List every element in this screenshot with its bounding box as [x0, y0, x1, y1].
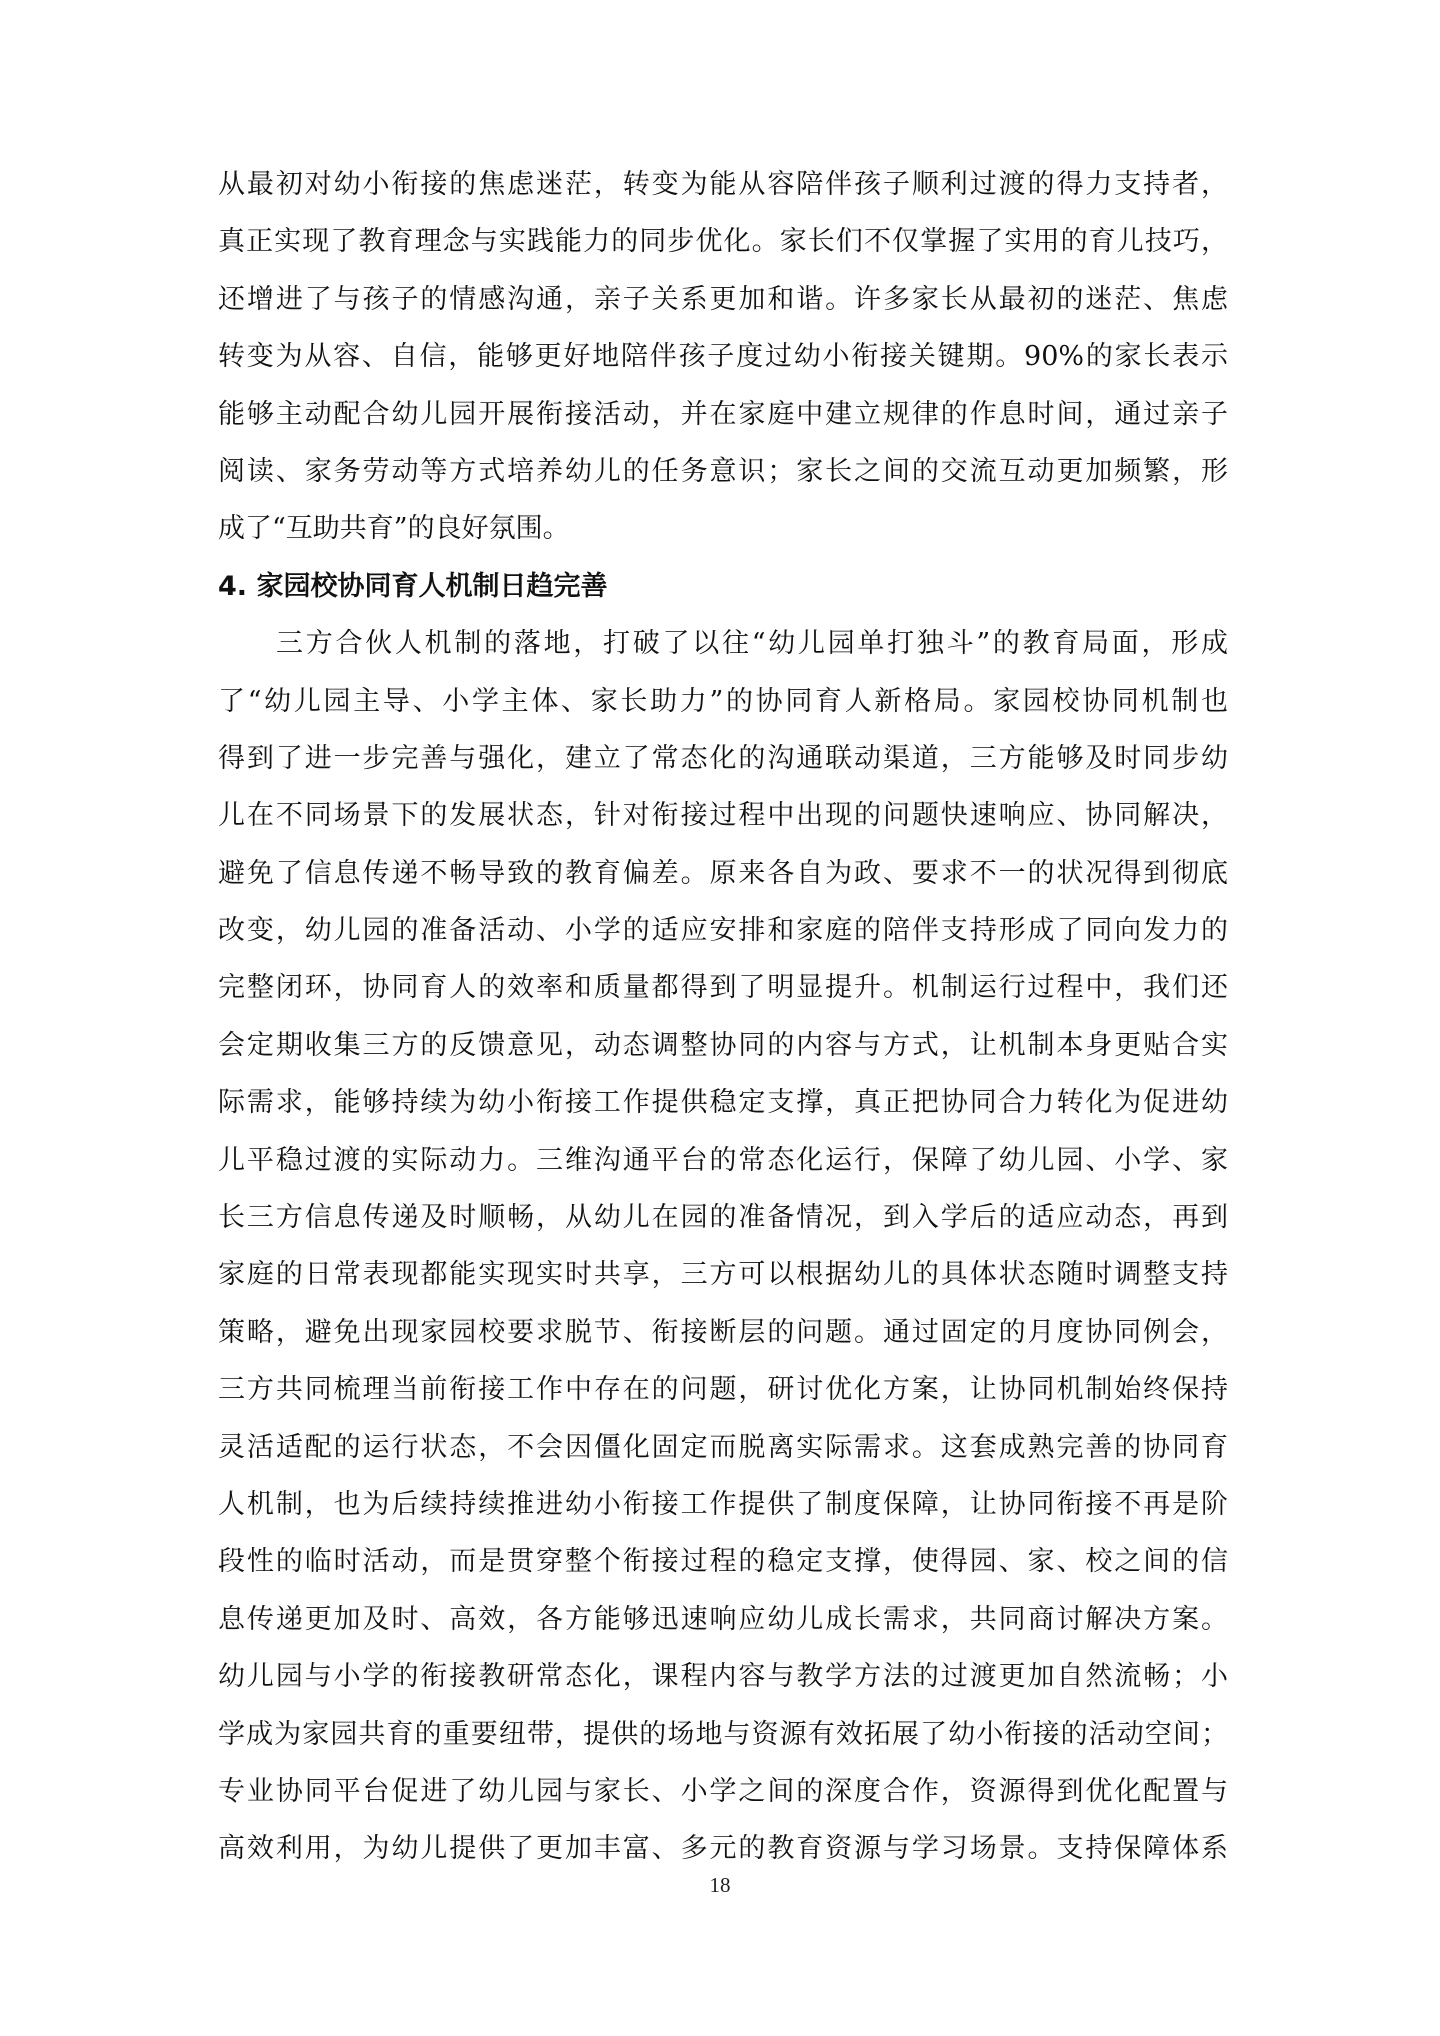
text-line: 成了“互助共育”的良好氛围。 — [218, 513, 570, 545]
page-number: 18 — [709, 1873, 731, 1897]
text-line: 高效利用，为幼儿提供了更加丰富、多元的教育资源与学习场景。支持保障体系 — [218, 1833, 1228, 1865]
text-line: 会定期收集三方的反馈意见，动态调整协同的内容与方式，让机制本身更贴合实 — [218, 1029, 1228, 1061]
text-line: 策略，避免出现家园校要求脱节、衔接断层的问题。通过固定的月度协同例会， — [218, 1316, 1228, 1348]
text-line: 转变为从容、自信，能够更好地陪伴孩子度过幼小衔接关键期。90%的家长表示 — [218, 341, 1228, 373]
text-line: 三方共同梳理当前衔接工作中存在的问题，研讨优化方案，让协同机制始终保持 — [218, 1374, 1228, 1406]
text-line: 学成为家园共育的重要纽带，提供的场地与资源有效拓展了幼小衔接的活动空间； — [218, 1718, 1228, 1750]
text-line: 避免了信息传递不畅导致的教育偏差。原来各自为政、要求不一的状况得到彻底 — [218, 857, 1228, 889]
text-line: 改变，幼儿园的准备活动、小学的适应安排和家庭的陪伴支持形成了同向发力的 — [218, 915, 1228, 947]
text-line: 际需求，能够持续为幼小衔接工作提供稳定支撑，真正把协同合力转化为促进幼 — [218, 1087, 1228, 1119]
text-line: 长三方信息传递及时顺畅，从幼儿在园的准备情况，到入学后的适应动态，再到 — [218, 1202, 1228, 1234]
text-line: 儿在不同场景下的发展状态，针对衔接过程中出现的问题快速响应、协同解决， — [218, 800, 1228, 832]
text-line: 三方合伙人机制的落地，打破了以往“幼儿园单打独斗”的教育局面，形成 — [276, 628, 1228, 660]
text-line: 专业协同平台促进了幼儿园与家长、小学之间的深度合作，资源得到优化配置与 — [218, 1775, 1228, 1807]
text-line: 从最初对幼小衔接的焦虑迷茫，转变为能从容陪伴孩子顺利过渡的得力支持者， — [218, 169, 1228, 200]
text-line: 能够主动配合幼儿园开展衔接活动，并在家庭中建立规律的作息时间，通过亲子 — [218, 398, 1228, 430]
text-line: 儿平稳过渡的实际动力。三维沟通平台的常态化运行，保障了幼儿园、小学、家 — [218, 1144, 1228, 1176]
text-line: 完整闭环，协同育人的效率和质量都得到了明显提升。机制运行过程中，我们还 — [218, 972, 1228, 1004]
paragraph-continued — [218, 156, 1228, 558]
text-line: 还增进了与孩子的情感沟通，亲子关系更加和谐。许多家长从最初的迷茫、焦虑 — [218, 283, 1228, 315]
text-line: 人机制，也为后续持续推进幼小衔接工作提供了制度保障，让协同衔接不再是阶 — [218, 1488, 1228, 1520]
text-line: 阅读、家务劳动等方式培养幼儿的任务意识；家长之间的交流互动更加频繁，形 — [218, 455, 1228, 487]
text-line: 段性的临时活动，而是贯穿整个衔接过程的稳定支撑，使得园、家、校之间的信 — [218, 1546, 1228, 1578]
text-line: 了“幼儿园主导、小学主体、家长助力”的协同育人新格局。家园校协同机制也 — [218, 685, 1228, 717]
text-line: 息传递更加及时、高效，各方能够迅速响应幼儿成长需求，共同商讨解决方案。 — [218, 1603, 1228, 1635]
section-heading: 4. 家园校协同育人机制日趋完善 — [218, 570, 608, 602]
text-line: 家庭的日常表现都能实现实时共享，三方可以根据幼儿的具体状态随时调整支持 — [218, 1259, 1228, 1291]
text-line: 灵活适配的运行状态，不会因僵化固定而脱离实际需求。这套成熟完善的协同育 — [218, 1431, 1228, 1463]
text-line: 真正实现了教育理念与实践能力的同步优化。家长们不仅掌握了实用的育儿技巧， — [218, 226, 1228, 258]
text-line: 幼儿园与小学的衔接教研常态化，课程内容与教学方法的过渡更加自然流畅；小 — [218, 1661, 1228, 1693]
text-line: 得到了进一步完善与强化，建立了常态化的沟通联动渠道，三方能够及时同步幼 — [218, 742, 1228, 774]
section-paragraph — [218, 615, 1228, 1878]
body-text — [218, 156, 1228, 1878]
